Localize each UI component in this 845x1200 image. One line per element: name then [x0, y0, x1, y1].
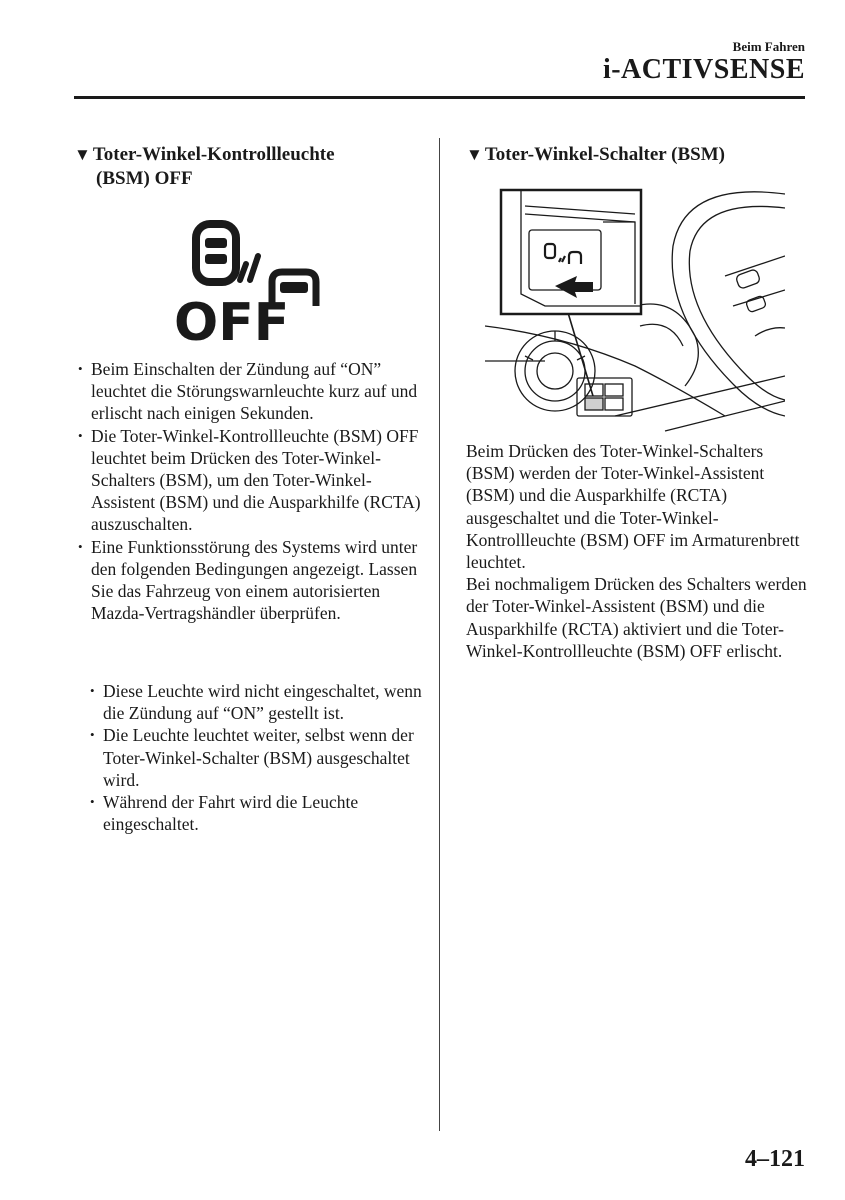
list-item: • Diese Leuchte wird nicht eingeschaltet, wenn die Zündung auf “ON” gestellt ist. — [90, 680, 425, 724]
page-number: 4–121 — [745, 1146, 805, 1172]
paragraph: Bei nochmaligem Drücken des Schalters werden der Toter-Winkel-Assistent (BSM) und die Ausparkhilfe (RCTA) aktiviert und die Toter-Winkel-Kontrollleuchte (BSM) OFF erlischt. — [466, 574, 807, 661]
list-item: • Während der Fahrt wird die Leuchte eingeschaltet. — [90, 791, 425, 835]
list-item: • Die Toter-Winkel-Kontrollleuchte (BSM) OFF leuchtet beim Drücken des Toter-Winkel-Schalters (BSM), um den Toter-Winkel-Assistent (BSM) und die Ausparkhilfe (RCTA) auszuschalten. — [78, 425, 423, 536]
list-item: • Die Leuchte leuchtet weiter, selbst wenn der Toter-Winkel-Schalter (BSM) ausgeschaltet wird. — [90, 724, 425, 791]
right-section-heading — [466, 143, 806, 167]
paragraph: Beim Drücken des Toter-Winkel-Schalters (BSM) werden der Toter-Winkel-Assistent (BSM) und die Ausparkhilfe (RCTA) ausgeschaltet und die Toter-Winkel-Kontrollleuchte (BSM) OFF im Armaturenbrett leuchtet. — [466, 441, 800, 573]
right-body-text — [466, 440, 811, 662]
left-heading-line2: (BSM) OFF — [96, 168, 193, 189]
header-divider — [74, 96, 805, 99]
bullet-list — [78, 358, 423, 624]
left-heading-line1: Toter-Winkel-Kontrollleuchte — [92, 144, 335, 165]
page-title: i-ACTIVSENSE — [602, 54, 805, 85]
list-item: • Eine Funktionsstörung des Systems wird unter den folgenden Bedingungen angezeigt. Lassen Sie das Fahrzeug von einem autorisierten Mazda-Vertragshändler überprüfen. — [78, 536, 423, 625]
section-label: Beim Fahren — [732, 39, 805, 54]
right-heading-text: Toter-Winkel-Schalter (BSM) — [484, 144, 725, 165]
triangle-marker-icon: ▼ — [74, 145, 91, 164]
triangle-marker-icon: ▼ — [466, 145, 483, 164]
list-item: • Beim Einschalten der Zündung auf “ON” leuchtet die Störungswarnleuchte kurz auf und erlischt nach einigen Sekunden. — [78, 358, 423, 425]
bsm-off-indicator-icon — [172, 220, 322, 344]
column-divider — [439, 138, 440, 1131]
left-section-heading — [74, 143, 404, 191]
bsm-switch-dashboard-illustration — [485, 186, 785, 434]
off-label: OFF — [174, 293, 290, 344]
sub-bullet-list — [90, 680, 425, 835]
